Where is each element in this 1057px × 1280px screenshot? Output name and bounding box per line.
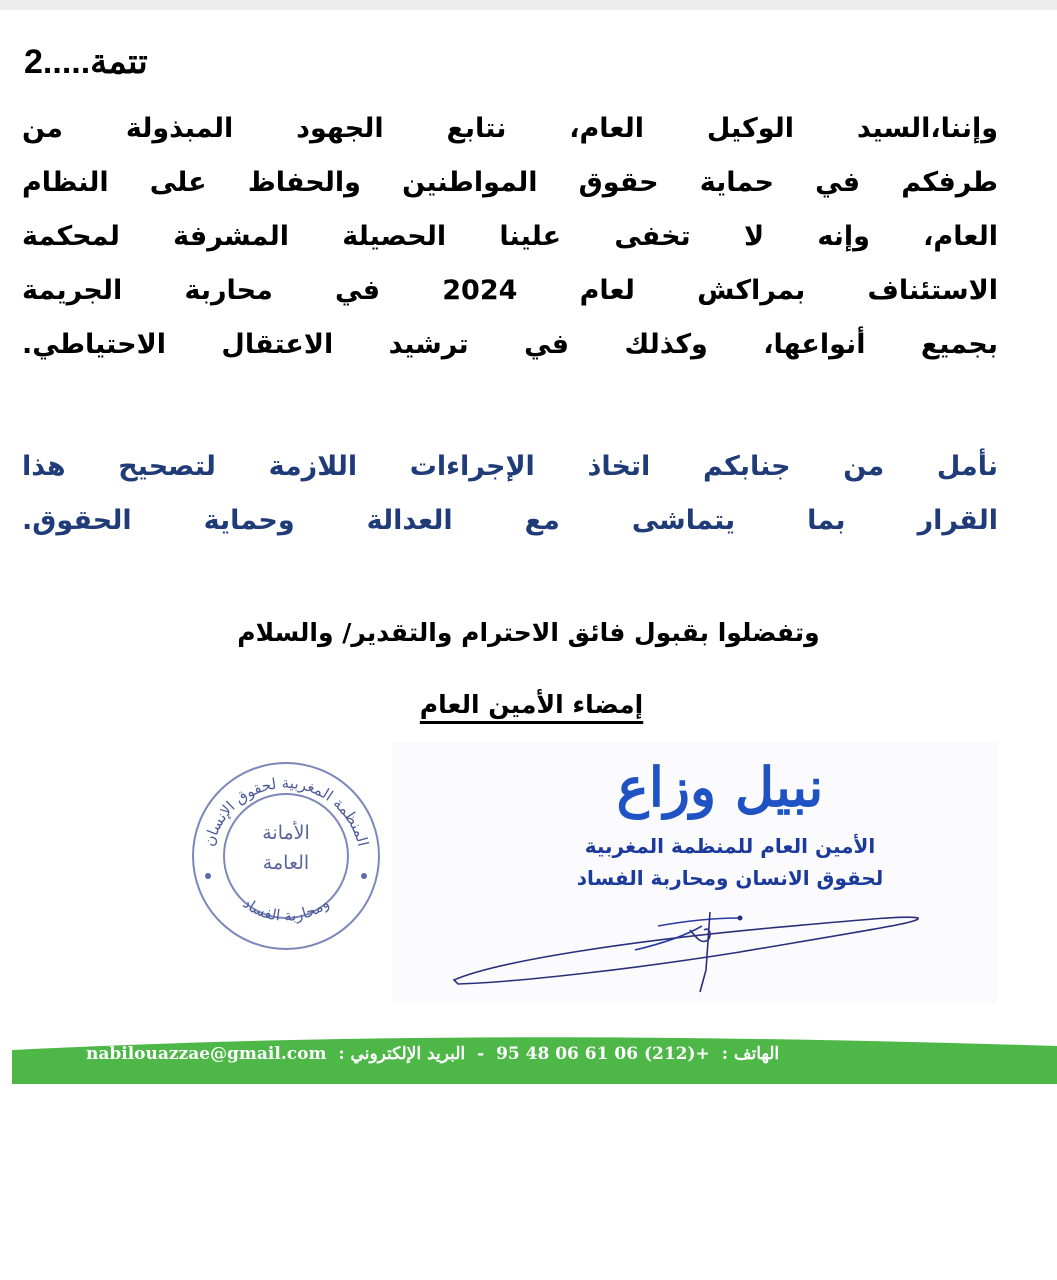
stamp-outer-text-top: المنظمة المغربية لحقوق الإنسان [199, 773, 373, 849]
closing-salutation: وتفضلوا بقبول فائق الاحترام والتقدير/ والسلام [237, 618, 820, 647]
footer-contact-line [80, 1044, 980, 1064]
signatory-role [500, 830, 960, 894]
paragraph-line: نأمل من جنابكم اتخاذ الإجراءات اللازمة لتصحيح هذا [22, 451, 998, 482]
signatory-role-line-2: لحقوق الانسان ومحاربة الفساد [576, 866, 884, 890]
email-label: البريد الإلكتروني : [338, 1044, 466, 1064]
handwritten-signature-icon [440, 900, 1000, 1010]
signature-heading [0, 690, 1057, 719]
phone-number: 95 48 06 61 06 (212)+ [496, 1044, 710, 1064]
stamp-inner-text [188, 818, 384, 878]
signatory-role-line-1: الأمين العام للمنظمة المغربية [584, 834, 876, 858]
paragraph-line: طرفكم في حماية حقوق المواطنين والحفاظ على النظام [22, 167, 998, 198]
signature-heading-text: إمضاء الأمين العام [419, 690, 644, 719]
paragraph-line: الاستئناف بمراكش لعام 2024 في محاربة الجريمة [22, 275, 998, 306]
phone-label: الهاتف : [721, 1044, 780, 1064]
paragraph-line: العام، وإنه لا تخفى علينا الحصيلة المشرفة لمحكمة [22, 221, 998, 252]
stamp-outer-text-bottom: ومحاربة الفساد [239, 893, 333, 925]
request-paragraph [22, 440, 998, 548]
stamp-inner-line-1: الأمانة [262, 822, 310, 844]
viewer-top-bar [0, 0, 1057, 10]
paragraph-line: بجميع أنواعها، وكذلك في ترشيد الاعتقال الاحتياطي. [22, 329, 998, 360]
paragraph-line: وإننا،السيد الوكيل العام، نتابع الجهود المبذولة من [22, 113, 998, 144]
official-stamp [188, 758, 384, 954]
email-address[interactable]: nabilouazzae@gmail.com [86, 1044, 327, 1064]
paragraph-line: القرار بما يتماشى مع العدالة وحماية الحقوق. [22, 505, 998, 536]
signatory-name-calligraphy: نبيل وزاع [616, 755, 824, 819]
stamp-inner-line-2: العامة [262, 852, 310, 874]
body-paragraph-1 [22, 102, 998, 372]
footer-separator: - [477, 1044, 485, 1064]
page-continuation-indicator: تتمة.....2 [24, 43, 148, 81]
